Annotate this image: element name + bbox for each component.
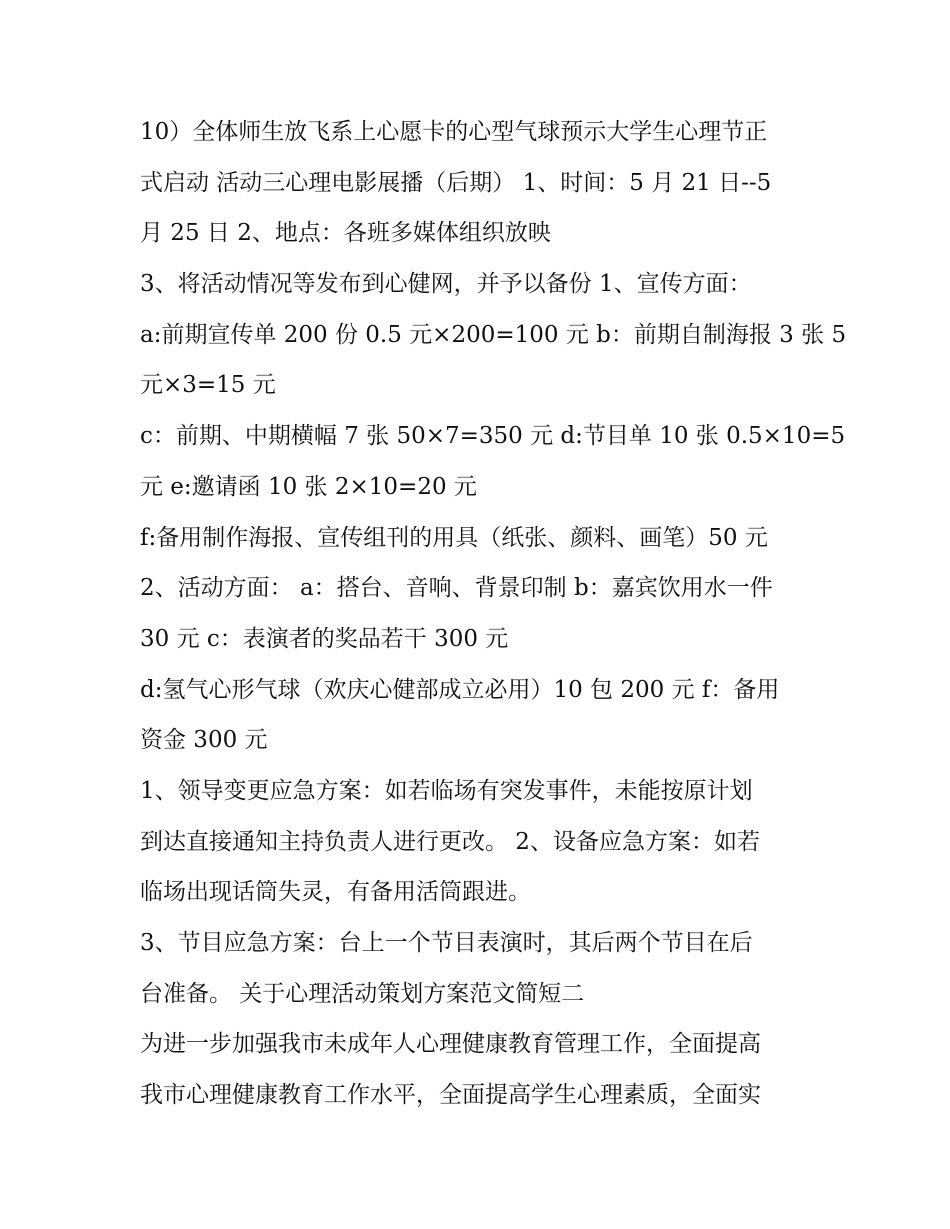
text-line: 台准备。 关于心理活动策划方案范文简短二 xyxy=(140,980,585,1007)
text-line: f:备用制作海报、宣传组刊的用具（纸张、颜料、画笔）50 元 xyxy=(140,524,768,551)
text-line: d:氢气心形气球（欢庆心健部成立必用）10 包 200 元 f：备用 xyxy=(140,676,780,703)
text-line: 3、节目应急方案：台上一个节目表演时，其后两个节目在后 xyxy=(140,930,753,956)
text-line: c：前期、中期横幅 7 张 50×7=350 元 d:节目单 10 张 0.5×10=5 xyxy=(140,423,846,450)
text-line: 到达直接通知主持负责人进行更改。 2、设备应急方案：如若 xyxy=(140,828,760,855)
text-line: 10）全体师生放飞系上心愿卡的心型气球预示大学生心理节正 xyxy=(140,119,768,145)
text-line: 我市心理健康教育工作水平，全面提高学生心理素质，全面实 xyxy=(140,1082,761,1109)
text-line: 3、将活动情况等发布到心健网，并予以备份 1、宣传方面： xyxy=(140,271,752,298)
text-line: 2、活动方面： a：搭台、音响、背景印制 b：嘉宾饮用水一件 xyxy=(140,575,773,602)
text-line: 临场出现话筒失灵，有备用活筒跟进。 xyxy=(140,879,531,906)
text-line: 1、领导变更应急方案：如若临场有突发事件，未能按原计划 xyxy=(140,777,753,804)
text-line: 元×3=15 元 xyxy=(140,372,276,399)
text-line: 元 e:邀请函 10 张 2×10=20 元 xyxy=(140,473,477,500)
text-line: 30 元 c：表演者的奖品若干 300 元 xyxy=(140,625,509,652)
text-line: 月 25 日 2、地点：各班多媒体组织放映 xyxy=(140,220,551,247)
text-line: a:前期宣传单 200 份 0.5 元×200=100 元 b：前期自制海报 3 张 5 xyxy=(140,321,847,348)
document-body xyxy=(140,107,847,1121)
text-line: 为进一步加强我市未成年人心理健康教育管理工作，全面提高 xyxy=(140,1031,761,1058)
text-line: 式启动 活动三心理电影展播（后期） 1、时间：5 月 21 日--5 xyxy=(140,169,772,196)
text-line: 资金 300 元 xyxy=(140,727,268,754)
